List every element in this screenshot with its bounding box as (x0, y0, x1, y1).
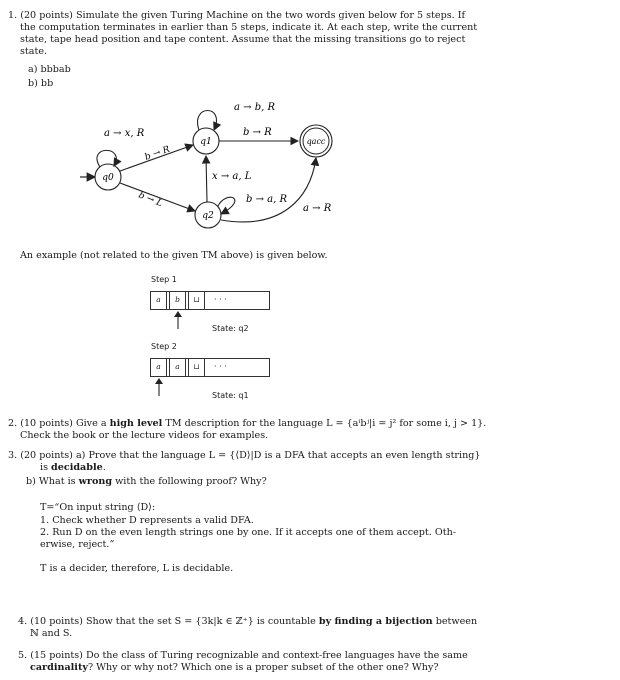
edge-q2-qacc (221, 158, 316, 222)
step1-cell-3: ⊔ (188, 291, 205, 310)
step1-ellipsis: · · · (214, 295, 227, 304)
label-q1-qacc: b → R (243, 127, 272, 138)
state-q2-label: q2 (202, 211, 214, 221)
step1-state: State: q2 (212, 324, 249, 333)
step2-tape (150, 358, 270, 377)
step2-cell-3: ⊔ (188, 358, 205, 377)
label-q0-loop: a → x, R (104, 128, 145, 139)
step1-head-arrow (173, 311, 183, 331)
state-q1-label: q1 (200, 137, 212, 147)
label-q1-loop: a → b, R (234, 102, 275, 113)
q1-line3: state, tape head position and tape content. Assume that the missing transitions go to reject (20, 34, 466, 45)
q3-line1: 3. (20 points) a) Prove that the language L = {⟨D⟩|D is a DFA that accepts an even length string} (8, 450, 481, 461)
q3-part-b: b) What is wrong with the following proof? Why? (26, 476, 267, 487)
label-q0-q1: b → R (143, 144, 172, 163)
q1-line4: state. (20, 46, 48, 57)
q2-line1: 2. (10 points) Give a high level TM description for the language L = {aⁱbʲ|i = j² for some i, j > 1}. (8, 418, 487, 429)
proof-line4: erwise, reject.” (40, 539, 115, 550)
q5-line1: 5. (15 points) Do the class of Turing recognizable and context-free languages have the same (18, 650, 468, 661)
proof-line1: T=“On input string ⟨D⟩: (40, 502, 156, 513)
step2-head-arrow (154, 378, 164, 398)
state-qacc-label: qacc (306, 137, 326, 146)
edge-q2-q1 (206, 156, 207, 202)
step2-title: Step 2 (151, 342, 177, 351)
label-q0-q2: b → L (136, 190, 164, 210)
example-intro: An example (not related to the given TM above) is given below. (20, 250, 328, 261)
state-q0-label: q0 (102, 173, 114, 183)
q1-line1: 1. (20 points) Simulate the given Turing Machine on the two words given below for 5 steps. If (8, 10, 466, 21)
proof-line5: T is a decider, therefore, L is decidable. (40, 563, 234, 574)
label-q2-qacc: a → R (303, 203, 332, 214)
q1-line2: the computation terminates in earlier than 5 steps, indicate it. At each step, write the current (20, 22, 478, 33)
proof-line3: 2. Run D on the even length strings one by one. If it accepts one of them accept. Oth- (40, 527, 457, 538)
turing-machine-diagram (0, 90, 620, 340)
q1-part-b: b) bb (28, 78, 54, 89)
step2-ellipsis: · · · (214, 362, 227, 371)
step1-cell-1: a (150, 291, 167, 310)
q4-line2: ℕ and S. (30, 628, 73, 639)
step2-cell-1: a (150, 358, 167, 377)
q5-line2: cardinality? Why or why not? Which one is a proper subset of the other one? Why? (30, 662, 439, 673)
edge-q1-loop (198, 111, 217, 131)
q1-part-a: a) bbbab (28, 64, 71, 75)
step1-tape (150, 291, 270, 310)
step2-cell-2: a (169, 358, 186, 377)
step1-cell-2: b (169, 291, 186, 310)
q3-line2: is decidable. (40, 462, 106, 473)
q4-line1: 4. (10 points) Show that the set S = {3k|k ∈ ℤ⁺} is countable by finding a bijection between (18, 616, 478, 627)
step2-state: State: q1 (212, 391, 249, 400)
label-q2-loop: b → a, R (246, 194, 287, 205)
label-q2-q1: x → a, L (212, 171, 252, 182)
step1-title: Step 1 (151, 275, 177, 284)
proof-line2: 1. Check whether D represents a valid DFA. (40, 515, 254, 526)
q2-line2: Check the book or the lecture videos for examples. (20, 430, 269, 441)
